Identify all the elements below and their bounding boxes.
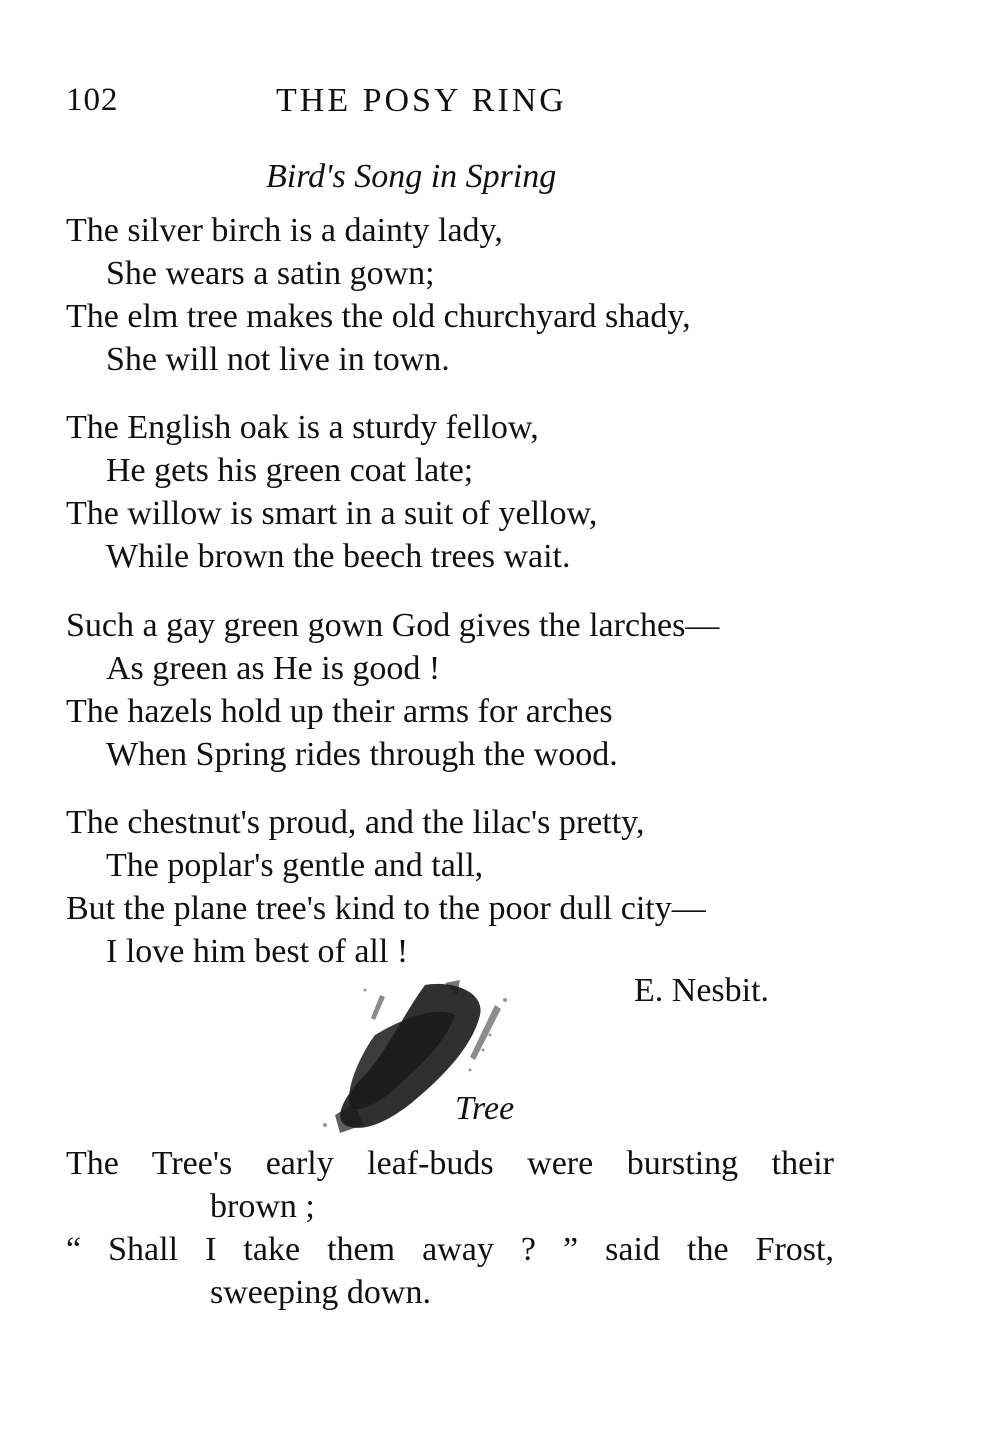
poem-line: The willow is smart in a suit of yellow,: [66, 495, 598, 532]
poem-line: The hazels hold up their arms for arches: [66, 693, 613, 730]
poem-line: The poplar's gentle and tall,: [106, 847, 484, 884]
poem-line: The chestnut's proud, and the lilac's pretty,: [66, 804, 645, 841]
poem-line: But the plane tree's kind to the poor dull city—: [66, 890, 706, 927]
poem-line: The English oak is a sturdy fellow,: [66, 409, 539, 446]
poem-line: brown ;: [210, 1188, 315, 1225]
poem-line: I love him best of all !: [106, 933, 409, 970]
poem-line: Such a gay green gown God gives the larches—: [66, 607, 720, 644]
page-number: 102: [66, 82, 119, 118]
poem-line: When Spring rides through the wood.: [106, 736, 618, 773]
poem-line: As green as He is good !: [106, 650, 441, 687]
author-attribution: E. Nesbit.: [634, 972, 770, 1009]
poem-line: sweeping down.: [210, 1274, 431, 1311]
poem-line: She wears a satin gown;: [106, 255, 435, 292]
poem-line: He gets his green coat late;: [106, 452, 474, 489]
poem-line: The Tree's early leaf-buds were bursting their: [66, 1145, 834, 1182]
poem-line: She will not live in town.: [106, 341, 450, 378]
second-poem-title: Tree: [455, 1090, 515, 1127]
poem-line: The elm tree makes the old churchyard shady,: [66, 298, 691, 335]
stanza-4: [66, 801, 866, 973]
stanza-1: [66, 209, 866, 381]
stanza-3: [66, 604, 866, 776]
poem-title: Bird's Song in Spring: [266, 158, 557, 195]
stanza-2: [66, 406, 866, 578]
running-head: [66, 82, 666, 122]
running-title: THE POSY RING: [276, 82, 567, 119]
poem-line: While brown the beech trees wait.: [106, 538, 571, 575]
poem-line: “ Shall I take them away ? ” said the Frost,: [66, 1231, 834, 1268]
poem-line: The silver birch is a dainty lady,: [66, 212, 503, 249]
second-poem: [66, 1142, 846, 1314]
